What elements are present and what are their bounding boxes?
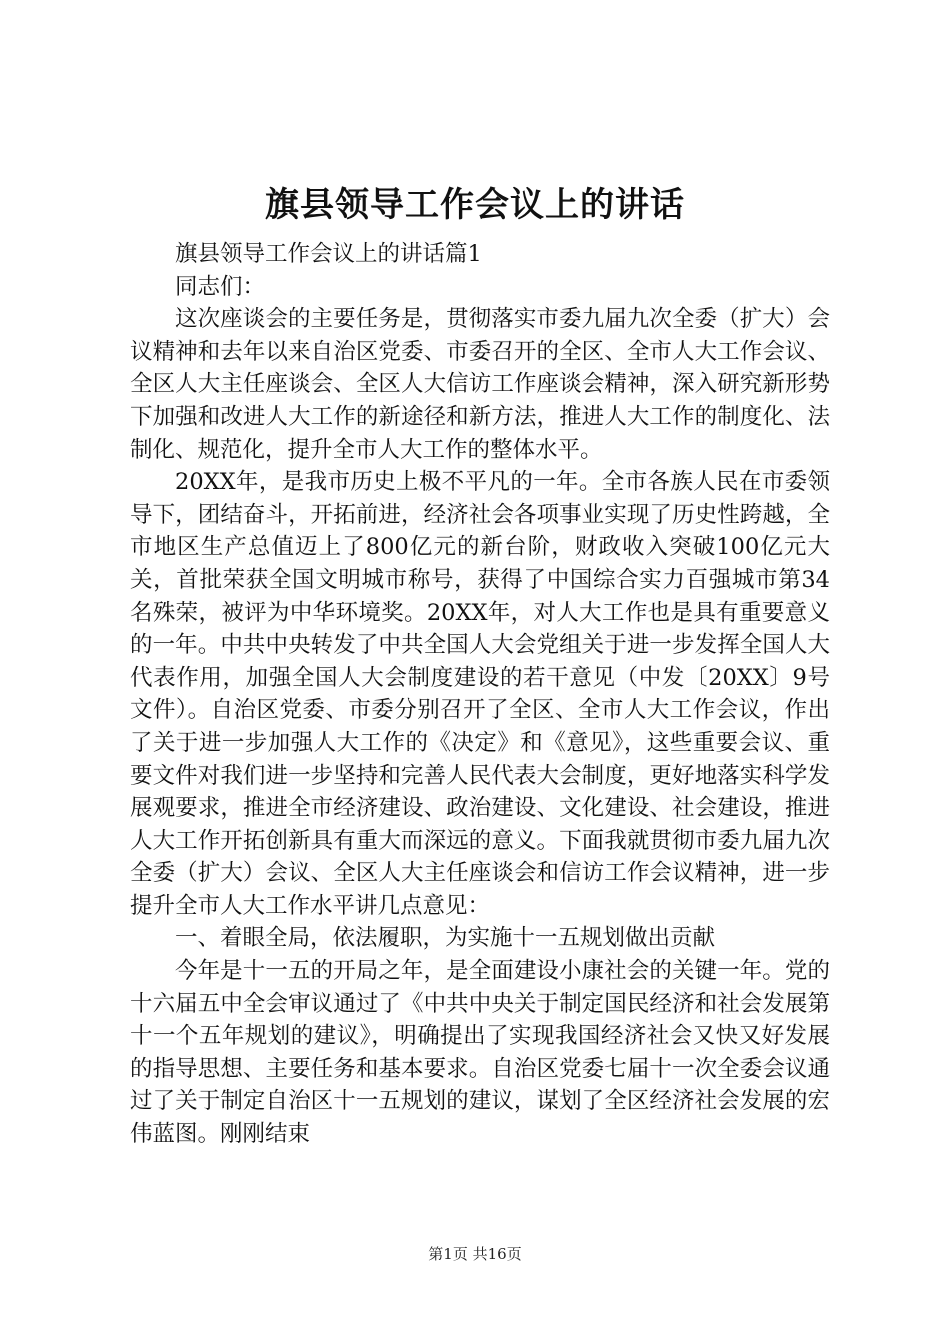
body-paragraph: 20XX年，是我市历史上极不平凡的一年。全市各族人民在市委领导下，团结奋斗，开拓前进，经济社会各项事业实现了历史性跨越，全市地区生产总值迈上了800亿元的新台阶，财政收入突破100亿元大关，首批荣获全国文明城市称号，获得了中国综合实力百强城市第34名殊荣，被评为中华环境奖。20XX年，对人大工作也是具有重要意义的一年。中共中央转发了中共全国人大会党组关于进一步发挥全国人大代表作用，加强全国人大会制度建设的若干意见（中发〔20XX〕9号文件）。自治区党委、市委分别召开了全区、全市人大工作会议，作出了关于进一步加强人大工作的《决定》和《意见》，这些重要会议、重要文件对我们进一步坚持和完善人民代表大会制度，更好地落实科学发展观要求，推进全市经济建设、政治建设、文化建设、社会建设，推进人大工作开拓创新具有重大而深远的意义。下面我就贯彻市委九届九次全委（扩大）会议、全区人大主任座谈会和信访工作会议精神，进一步提升全市人大工作水平讲几点意见： [130, 469, 830, 919]
salutation: 同志们： [175, 273, 266, 300]
body-paragraph: 这次座谈会的主要任务是，贯彻落实市委九届九次全委（扩大）会议精神和去年以来自治区党委、市委召开的全区、全市人大工作会议、全区人大主任座谈会、全区人大信访工作座谈会精神，深入研究新形势下加强和改进人大工作的新途径和新方法，推进人大工作的制度化、法制化、规范化，提升全市人大工作的整体水平。 [130, 306, 830, 463]
section-heading: 旗县领导工作会议上的讲话篇1 [175, 241, 482, 267]
subsection-heading: 一、着眼全局，依法履职，为实施十一五规划做出贡献 [175, 925, 716, 952]
document-title: 旗县领导工作会议上的讲话 [265, 185, 685, 225]
page-footer: 第1页 共16页 [428, 1245, 522, 1263]
body-paragraph: 今年是十一五的开局之年，是全面建设小康社会的关键一年。党的十六届五中全会审议通过了《中共中央关于制定国民经济和社会发展第十一个五年规划的建议》，明确提出了实现我国经济社会又快又好发展的指导思想、主要任务和基本要求。自治区党委七届十一次全委会议通过了关于制定自治区十一五规划的建议，谋划了全区经济社会发展的宏伟蓝图。刚刚结束 [130, 958, 830, 1148]
document-body [130, 238, 830, 1151]
